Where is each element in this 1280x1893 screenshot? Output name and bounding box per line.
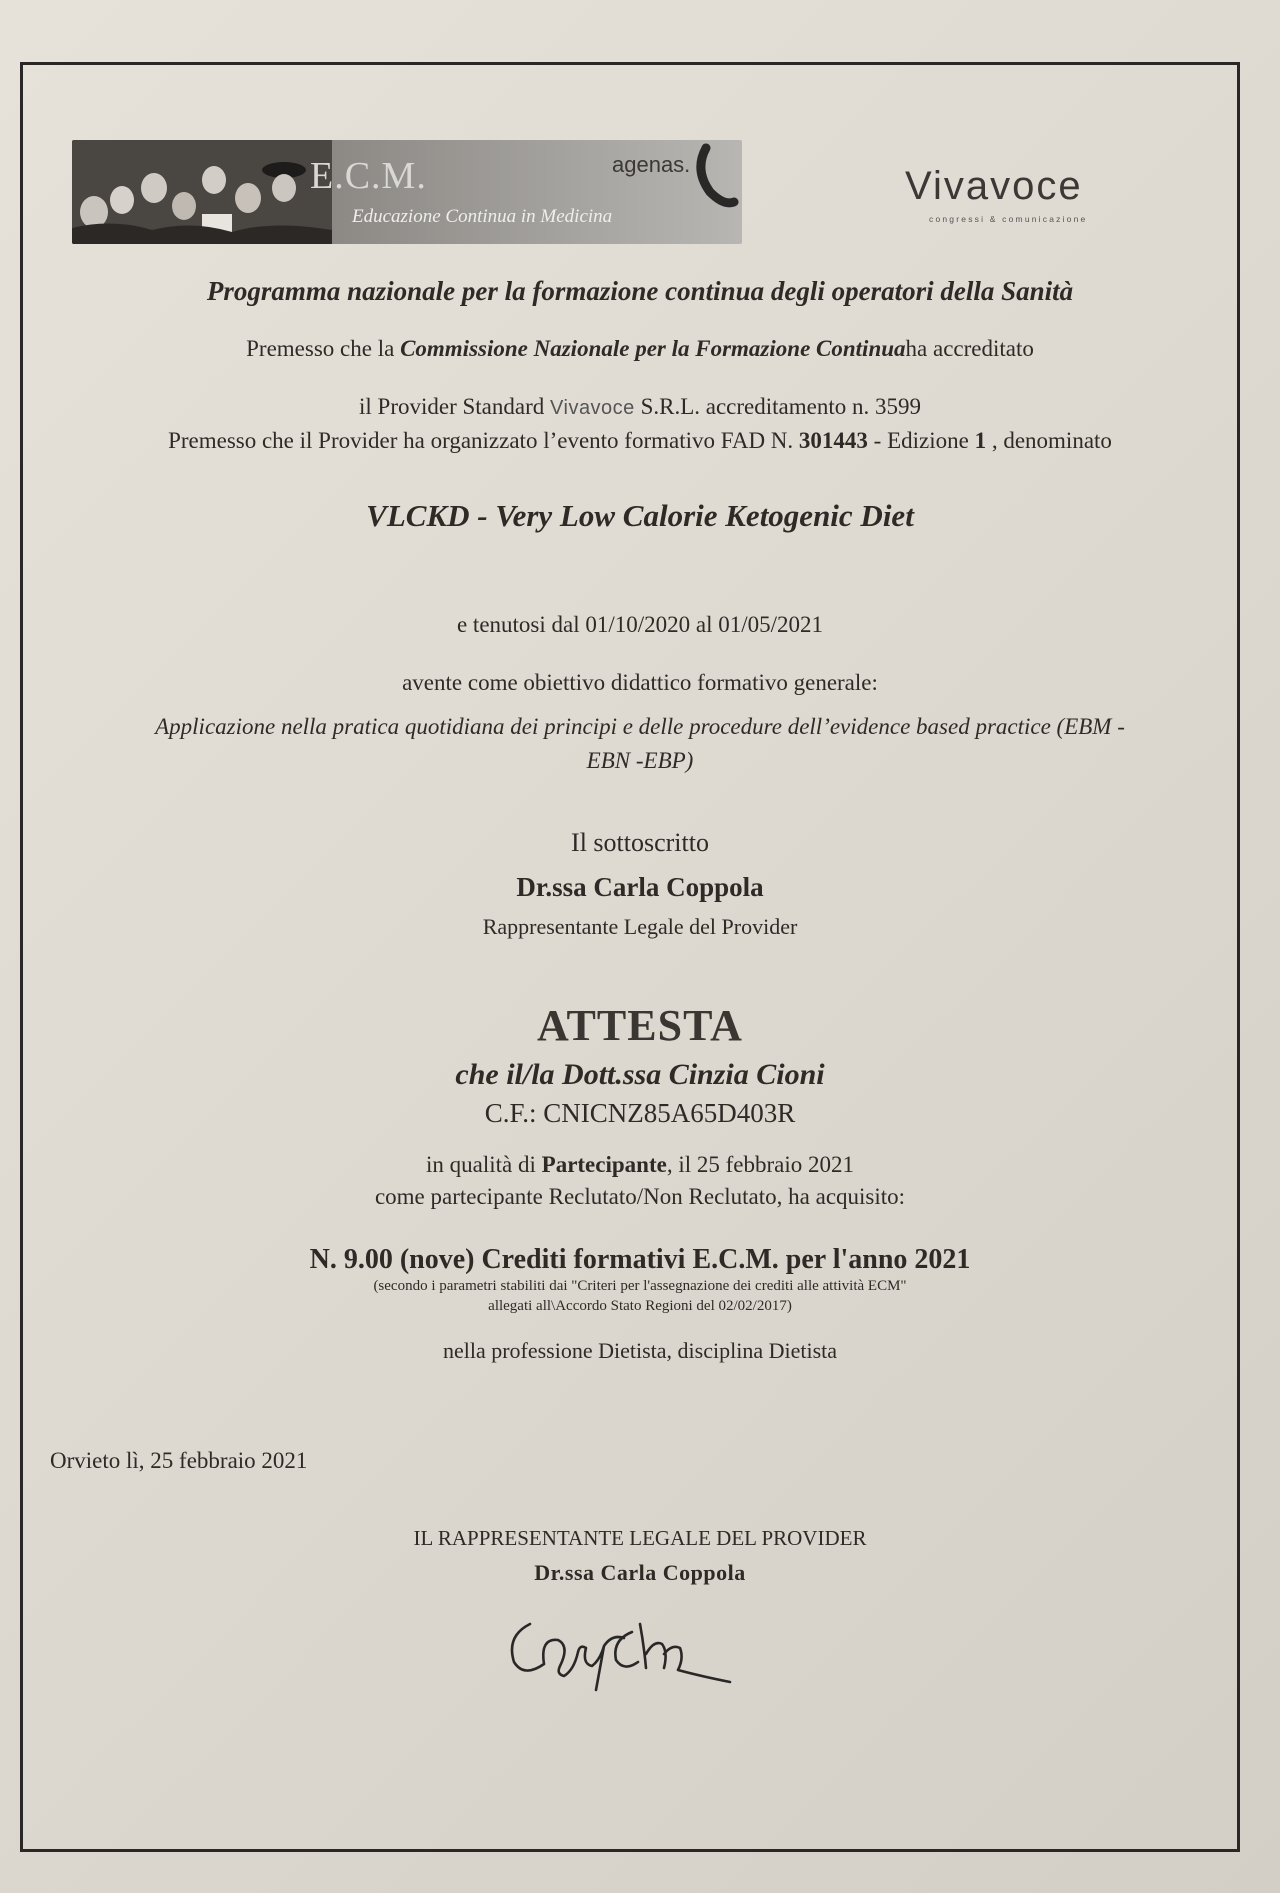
- signer-role: Rappresentante Legale del Provider: [482, 914, 798, 939]
- obiettivo-line-2: EBN -EBP): [586, 748, 694, 773]
- programma-heading: Programma nazionale per la formazione continua degli operatori della Sanità: [206, 276, 1074, 306]
- criteria-line-1: (secondo i parametri stabiliti dai "Criteri per l'assegnazione dei crediti alle attività ECM": [373, 1278, 907, 1294]
- partecipante-line: come partecipante Reclutato/Non Reclutato, ha acquisito:: [374, 1184, 906, 1209]
- obiettivo-line-1: Applicazione nella pratica quotidiana dei principi e delle procedure dell’evidence based practice (EBM -: [155, 714, 1125, 739]
- agenas-mark-icon: [684, 140, 742, 210]
- ecm-title: E.C.M.: [310, 155, 427, 197]
- credits-line: N. 9.00 (nove) Crediti formativi E.C.M. per l'anno 2021: [309, 1244, 971, 1275]
- rep-label: IL RAPPRESENTANTE LEGALE DEL PROVIDER: [413, 1526, 867, 1550]
- obiettivo-label: avente come obiettivo didattico formativo generale:: [402, 670, 878, 695]
- event-dates: e tenutosi dal 01/10/2020 al 01/05/2021: [456, 612, 824, 637]
- event-title: VLCKD - Very Low Calorie Ketogenic Diet: [366, 498, 914, 533]
- sottoscritto: Il sottoscritto: [571, 828, 709, 857]
- place-date: Orvieto lì, 25 febbraio 2021: [50, 1448, 308, 1473]
- agenas-logo-text: agenas.: [612, 152, 691, 177]
- professione-line: nella professione Dietista, disciplina Dietista: [442, 1338, 838, 1363]
- participant-name: che il/la Dott.ssa Cinzia Cioni: [455, 1058, 825, 1091]
- ecm-banner: [72, 140, 742, 244]
- qualita-line: in qualità di Partecipante, il 25 febbraio 2021: [426, 1152, 854, 1177]
- provider-line: il Provider Standard Vivavoce S.R.L. accreditamento n. 3599: [359, 394, 921, 419]
- ecm-figures-image: [72, 140, 332, 244]
- vivavoce-logo: [905, 148, 1155, 228]
- premesso-evento: Premesso che il Provider ha organizzato l’evento formativo FAD N. 301443 - Edizione 1 , denominato: [168, 428, 1112, 453]
- ecm-subtitle: Educazione Continua in Medicina: [352, 206, 613, 227]
- premesso-commissione: Premesso che la Commissione Nazionale per la Formazione Continuaha accreditato: [246, 336, 1034, 361]
- vivavoce-tagline: congressi & comunicazione: [929, 214, 1088, 224]
- attesta-heading: ATTESTA: [537, 1001, 743, 1050]
- rep-name: Dr.ssa Carla Coppola: [534, 1560, 746, 1585]
- criteria-line-2: allegati all\Accordo Stato Regioni del 02/02/2017): [488, 1298, 792, 1314]
- vivavoce-wordmark: Vivavoce: [905, 164, 1083, 208]
- handwritten-signature: [500, 1594, 780, 1694]
- vivavoce-inline-logo: Vivavoce: [550, 397, 635, 419]
- codice-fiscale: C.F.: CNICNZ85A65D403R: [484, 1098, 796, 1128]
- signer-name: Dr.ssa Carla Coppola: [516, 872, 764, 902]
